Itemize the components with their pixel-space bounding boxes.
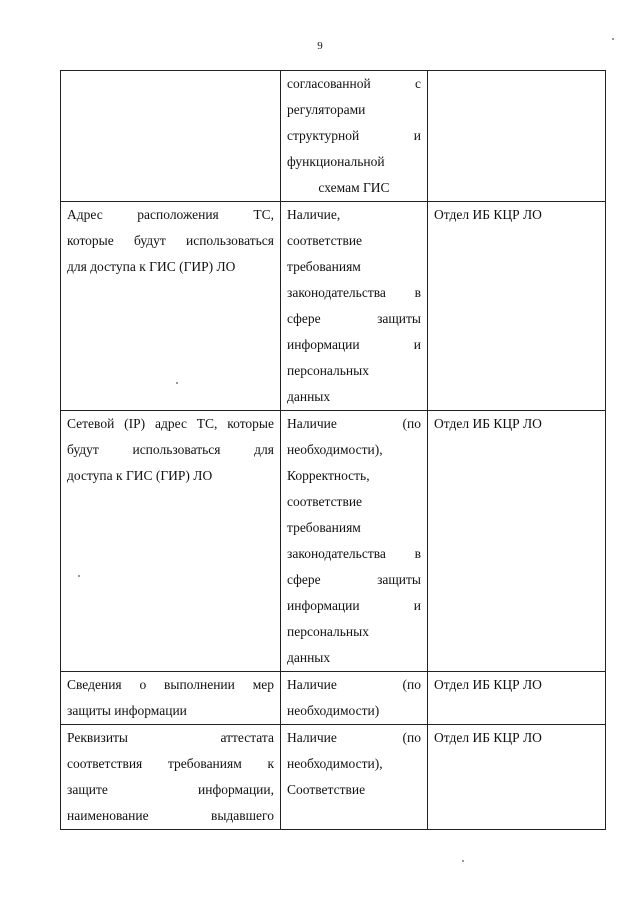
cell-text-line: регуляторами <box>287 102 366 117</box>
row-subject-cell <box>61 725 281 830</box>
cell-text-line: персональных <box>287 363 369 378</box>
cell-text-line: сфере защиты <box>287 311 421 326</box>
cell-text-line: для доступа к ГИС (ГИР) ЛО <box>67 259 236 274</box>
requirements-table <box>60 70 606 830</box>
cell-text-line: необходимости), <box>287 442 383 457</box>
cell-text-line: Корректность, <box>287 468 370 483</box>
cell-text-line: законодательства в <box>287 285 421 300</box>
row-criteria-cell <box>281 71 428 202</box>
row-subject-cell <box>61 411 281 672</box>
row-department-cell <box>428 202 606 411</box>
cell-text-line: соответствия требованиям к <box>67 756 274 771</box>
row-subject-cell <box>61 202 281 411</box>
cell-text-line: Сетевой (IP) адрес ТС, которые <box>67 416 274 431</box>
cell-text-line: защиты информации <box>67 703 187 718</box>
cell-text-line: Отдел ИБ КЦР ЛО <box>434 207 542 222</box>
cell-text-line: Сведения о выполнении мер <box>67 677 274 692</box>
cell-text-line: Отдел ИБ КЦР ЛО <box>434 416 542 431</box>
cell-text-line: Реквизиты аттестата <box>67 730 274 745</box>
cell-text-line: Отдел ИБ КЦР ЛО <box>434 730 542 745</box>
cell-text-line: доступа к ГИС (ГИР) ЛО <box>67 468 213 483</box>
cell-text-line: будут использоваться для <box>67 442 274 457</box>
table-row <box>61 71 606 202</box>
cell-text-line: которые будут использоваться <box>67 233 274 248</box>
row-criteria-cell <box>281 411 428 672</box>
cell-text-line: Наличие, <box>287 207 341 222</box>
cell-text-line: данных <box>287 389 331 404</box>
scan-speck <box>78 575 80 577</box>
cell-text-line: требованиям <box>287 520 361 535</box>
row-subject-cell <box>61 672 281 725</box>
cell-text-line: структурной и <box>287 128 421 143</box>
cell-text-line: Наличие (по <box>287 416 421 431</box>
row-department-cell <box>428 725 606 830</box>
cell-text-line: требованиям <box>287 259 361 274</box>
cell-text-line: Соответствие <box>287 782 366 797</box>
table-row <box>61 672 606 725</box>
cell-text-line: соответствие <box>287 233 363 248</box>
cell-text-line: персональных <box>287 624 369 639</box>
cell-text-line: Наличие (по <box>287 677 421 692</box>
cell-text-line: функциональной <box>287 154 385 169</box>
cell-text-line: данных <box>287 650 331 665</box>
cell-text-line: Наличие (по <box>287 730 421 745</box>
cell-text-line: соответствие <box>287 494 363 509</box>
row-criteria-cell <box>281 202 428 411</box>
table-row <box>61 725 606 830</box>
cell-text-line: Адрес расположения ТС, <box>67 207 274 222</box>
row-criteria-cell <box>281 672 428 725</box>
cell-text-line: согласованной с <box>287 76 421 91</box>
row-department-cell <box>428 672 606 725</box>
scan-speck <box>462 860 464 862</box>
cell-text-line: необходимости), <box>287 756 383 771</box>
row-department-cell <box>428 71 606 202</box>
cell-text-line: сфере защиты <box>287 572 421 587</box>
cell-text-line: необходимости) <box>287 703 380 718</box>
page-number: 9 <box>317 40 323 52</box>
table-row <box>61 202 606 411</box>
row-subject-cell <box>61 71 281 202</box>
cell-text-line: схемам ГИС <box>318 180 390 195</box>
table-row <box>61 411 606 672</box>
cell-text-line: информации и <box>287 337 421 352</box>
row-criteria-cell <box>281 725 428 830</box>
scan-speck <box>612 38 614 40</box>
cell-text-line: Отдел ИБ КЦР ЛО <box>434 677 542 692</box>
scan-speck <box>176 382 178 384</box>
table-body <box>61 71 606 830</box>
cell-text-line: информации и <box>287 598 421 613</box>
cell-text-line: законодательства в <box>287 546 421 561</box>
cell-text-line: наименование выдавшего <box>67 808 274 823</box>
row-department-cell <box>428 411 606 672</box>
cell-text-line: защите информации, <box>67 782 274 797</box>
